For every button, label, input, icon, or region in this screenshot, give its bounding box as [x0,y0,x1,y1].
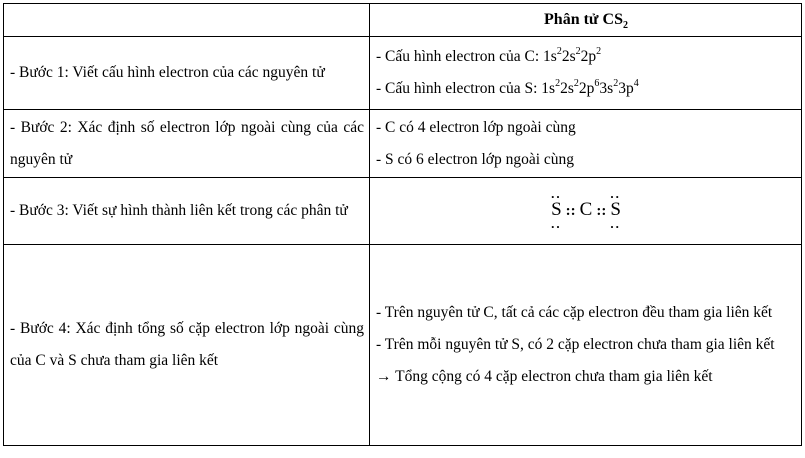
s-pairs-note: - Trên mỗi nguyên tử S, có 2 cặp electron chưa tham gia liên kết [376,336,775,353]
table-row [4,245,802,446]
c-valence-electrons: - C có 4 electron lớp ngoài cùng [376,118,576,136]
lewis-right-atom: .. S .. [610,186,621,231]
header-empty-cell [4,4,370,37]
lewis-center-atom: C [579,199,593,220]
table-row [4,37,802,110]
header-title: Phân tử CS [544,11,623,28]
lone-pair-dots: .. [610,186,621,201]
c-pairs-note: - Trên nguyên tử C, tất cả các cặp electron đều tham gia liên kết [376,304,773,321]
step-3-text: - Bước 3: Viết sự hình thành liên kết trong các phân tử [10,202,348,219]
s-valence-electrons: - S có 6 electron lớp ngoài cùng [376,150,575,168]
total-pairs-note: → Tổng cộng có 4 cặp electron chưa tham gia liên kết [376,368,713,385]
lewis-structure [550,186,622,231]
step-2-text: - Bước 2: Xác định số electron lớp ngoài cùng của các nguyên tử [10,118,364,168]
step-4-cell [4,245,370,446]
lone-pair-dots: .. [610,216,621,231]
step-3-cell [4,178,370,245]
step-2-cell [4,110,370,178]
header-title-cell [370,4,802,37]
s-electron-config: - Cấu hình electron của S: $1s^22s^22p^63s^23p^4$ [376,77,639,97]
table-row [4,110,802,178]
step-1-answer-cell [370,37,802,110]
lone-pair-dots: .. [551,216,562,231]
header-title-subscript: 2 [622,20,628,32]
table-header-row [4,4,802,37]
lone-pair-dots: .. [551,186,562,201]
lewis-structure-cell [370,178,802,245]
step-4-answer-cell [370,245,802,446]
double-bond-dots: :: [596,203,607,219]
lewis-left-atom: .. S .. [551,186,562,231]
cs2-bonding-table [3,3,802,446]
c-electron-config: - Cấu hình electron của C: $1s^22s^22p^2$ [376,45,602,65]
step-1-cell [4,37,370,110]
step-2-answer-cell [370,110,802,178]
step-1-text: - Bước 1: Viết cấu hình electron của các nguyên tử [10,64,325,81]
table-row [4,178,802,245]
step-4-text: - Bước 4: Xác định tổng số cặp electron lớp ngoài cùng của C và S chưa tham gia liên kết [10,320,364,369]
double-bond-dots: :: [565,203,576,219]
